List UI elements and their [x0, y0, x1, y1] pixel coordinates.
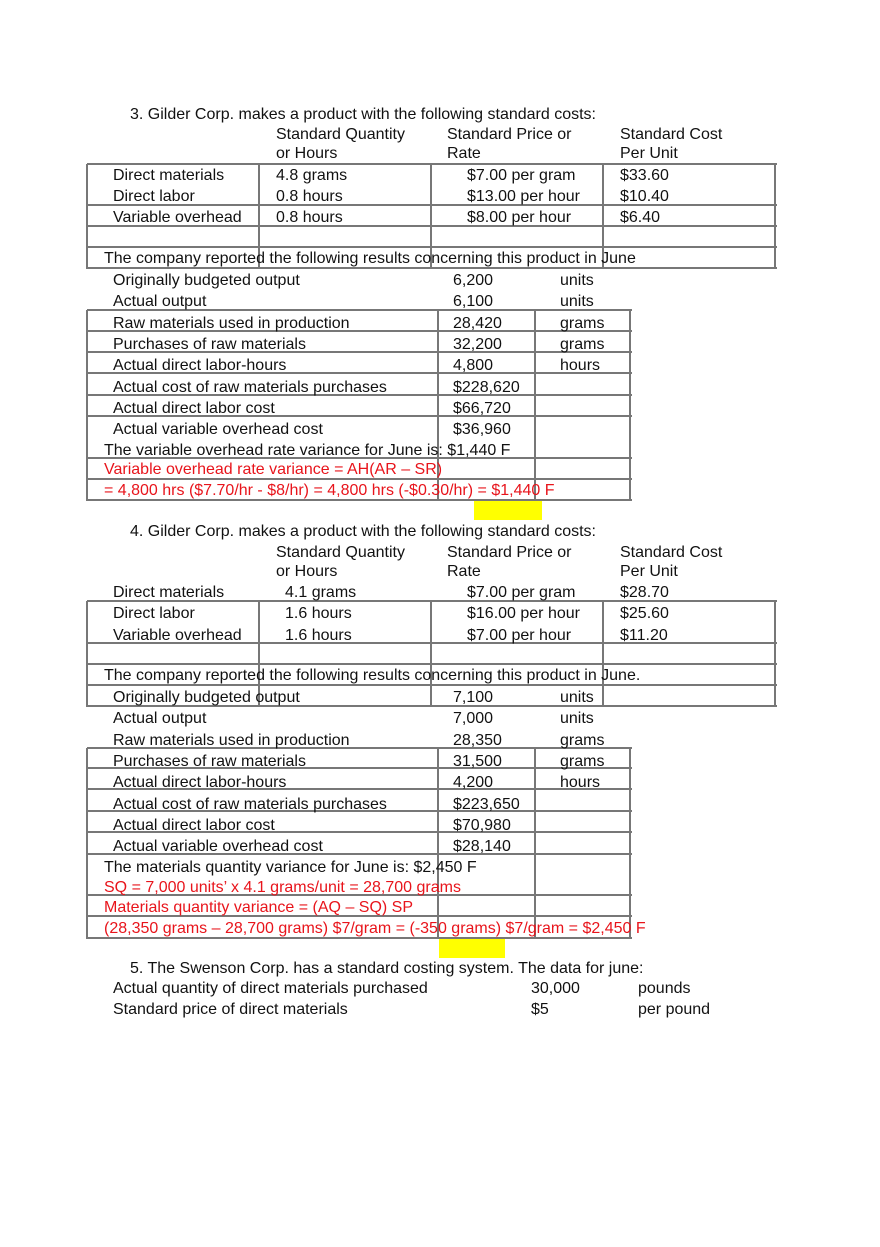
column-header: or Hours: [276, 145, 338, 162]
result-unit: units: [560, 710, 594, 728]
results-intro: The company reported the following results concerning this product in June: [104, 250, 636, 267]
result-unit: units: [560, 272, 594, 289]
answer-line: Materials quantity variance = (AQ – SQ) SP: [104, 899, 414, 916]
result-value: $228,620: [453, 378, 520, 396]
column-header: Standard Price or: [447, 544, 572, 561]
table-border: [86, 601, 88, 707]
standard-cost: $33.60: [620, 167, 669, 184]
standard-quantity: 1.6 hours: [285, 627, 352, 644]
result-unit: hours: [560, 357, 601, 375]
question-title: 3. Gilder Corp. makes a product with the following standard costs:: [130, 106, 596, 123]
result-label: Actual output: [113, 710, 207, 728]
table-border: [629, 310, 631, 501]
column-header: Standard Cost: [620, 126, 723, 143]
standard-cost: $25.60: [620, 605, 669, 622]
result-label: Actual direct labor cost: [113, 816, 275, 834]
standard-price: $16.00 per hour: [467, 605, 580, 622]
standard-quantity: 4.1 grams: [285, 584, 357, 601]
result-unit: units: [560, 293, 594, 311]
result-unit: grams: [560, 731, 605, 749]
column-header: Standard Cost: [620, 544, 723, 561]
column-header: Standard Price or: [447, 126, 572, 143]
result-value: 6,200: [453, 272, 494, 289]
row-unit: per pound: [638, 1001, 711, 1018]
answer-line: Variable overhead rate variance = AH(AR – SR): [104, 461, 443, 478]
results-intro: The company reported the following results concerning this product in June.: [104, 667, 641, 684]
result-value: 28,350: [453, 731, 502, 749]
result-value: $66,720: [453, 399, 511, 417]
standard-cost: $6.40: [620, 209, 661, 226]
result-label: Actual direct labor-hours: [113, 774, 287, 792]
row-label: Variable overhead: [113, 209, 242, 226]
result-value: 7,000: [453, 710, 494, 728]
standard-cost: $11.20: [620, 627, 668, 644]
column-header: Per Unit: [620, 145, 678, 162]
row-label: Direct labor: [113, 605, 195, 622]
column-header: Standard Quantity: [276, 126, 405, 143]
standard-quantity: 0.8 hours: [276, 209, 343, 226]
standard-price: $13.00 per hour: [467, 188, 580, 205]
row-label: Variable overhead: [113, 627, 242, 644]
result-value: $70,980: [453, 816, 511, 834]
result-label: Purchases of raw materials: [113, 752, 306, 770]
table-border: [534, 310, 536, 501]
table-border: [86, 164, 88, 269]
highlight-mark: [439, 939, 505, 958]
column-header: Standard Quantity: [276, 544, 405, 561]
result-unit: grams: [560, 314, 605, 332]
question-title: 4. Gilder Corp. makes a product with the following standard costs:: [130, 523, 596, 540]
table-border: [87, 246, 777, 248]
column-header: Rate: [447, 563, 481, 580]
row-value: $5: [531, 1001, 549, 1018]
standard-price: $8.00 per hour: [467, 209, 572, 226]
standard-price: $7.00 per hour: [467, 627, 572, 644]
variance-question: The variable overhead rate variance for June is: $1,440 F: [104, 442, 511, 459]
row-unit: pounds: [638, 980, 691, 997]
table-border: [602, 601, 604, 707]
column-header: or Hours: [276, 563, 338, 580]
table-border: [87, 163, 777, 165]
highlight-mark: [474, 501, 542, 520]
row-label: Direct labor: [113, 188, 195, 205]
table-border: [430, 601, 432, 707]
result-value: $223,650: [453, 795, 520, 813]
result-label: Originally budgeted output: [113, 689, 300, 706]
standard-quantity: 1.6 hours: [285, 605, 352, 622]
standard-price: $7.00 per gram: [467, 167, 576, 184]
result-label: Actual variable overhead cost: [113, 838, 323, 856]
result-label: Raw materials used in production: [113, 314, 350, 332]
answer-line: SQ = 7,000 units’ x 4.1 grams/unit = 28,700 grams: [104, 879, 461, 896]
table-border: [87, 663, 777, 665]
standard-price: $7.00 per gram: [467, 584, 576, 601]
table-border: [774, 601, 776, 707]
result-label: Actual output: [113, 293, 207, 311]
table-border: [774, 164, 776, 269]
answer-line: (28,350 grams – 28,700 grams) $7/gram = (-350 grams) $7/gram = $2,450 F: [104, 920, 646, 937]
row-label: Direct materials: [113, 167, 225, 184]
standard-quantity: 0.8 hours: [276, 188, 343, 205]
standard-cost: $28.70: [620, 584, 669, 601]
result-label: Raw materials used in production: [113, 731, 350, 749]
result-label: Purchases of raw materials: [113, 335, 306, 353]
result-unit: grams: [560, 335, 605, 353]
result-value: 32,200: [453, 335, 502, 353]
result-value: $36,960: [453, 421, 511, 439]
result-label: Actual direct labor cost: [113, 399, 275, 417]
result-label: Actual variable overhead cost: [113, 421, 323, 439]
column-header: Per Unit: [620, 563, 678, 580]
result-label: Actual cost of raw materials purchases: [113, 795, 387, 813]
table-border: [86, 310, 88, 501]
result-label: Actual direct labor-hours: [113, 357, 287, 375]
standard-quantity: 4.8 grams: [276, 167, 348, 184]
row-label: Actual quantity of direct materials purchased: [113, 980, 428, 997]
result-value: 31,500: [453, 752, 502, 770]
result-label: Originally budgeted output: [113, 272, 300, 289]
result-unit: hours: [560, 774, 601, 792]
result-value: $28,140: [453, 838, 511, 856]
row-label: Direct materials: [113, 584, 225, 601]
column-header: Rate: [447, 145, 481, 162]
result-unit: grams: [560, 752, 605, 770]
result-unit: units: [560, 689, 594, 706]
table-border: [629, 748, 631, 939]
row-label: Standard price of direct materials: [113, 1001, 348, 1018]
result-value: 4,200: [453, 774, 494, 792]
result-label: Actual cost of raw materials purchases: [113, 378, 387, 396]
answer-line: = 4,800 hrs ($7.70/hr - $8/hr) = 4,800 hrs (-$0.30/hr) = $1,440 F: [104, 482, 555, 499]
result-value: 7,100: [453, 689, 494, 706]
result-value: 28,420: [453, 314, 502, 332]
row-value: 30,000: [531, 980, 580, 997]
result-value: 4,800: [453, 357, 494, 375]
variance-question: The materials quantity variance for June is: $2,450 F: [104, 859, 477, 876]
table-border: [437, 748, 439, 939]
result-value: 6,100: [453, 293, 494, 311]
standard-cost: $10.40: [620, 188, 669, 205]
table-border: [534, 748, 536, 939]
table-border: [86, 748, 88, 939]
question-title: 5. The Swenson Corp. has a standard costing system. The data for june:: [130, 960, 644, 977]
